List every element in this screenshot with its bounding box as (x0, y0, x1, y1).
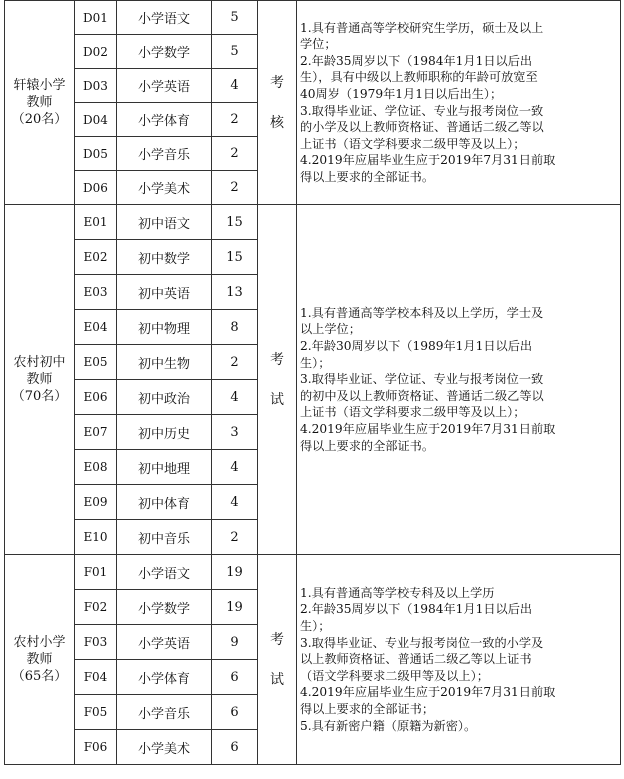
position-code: E09 (75, 485, 117, 520)
requirements-cell (297, 205, 621, 555)
position-code: E08 (75, 450, 117, 485)
position-count: 4 (212, 69, 258, 103)
exam-method: 考 试 (258, 555, 297, 765)
position-count: 5 (212, 1, 258, 35)
requirement-line: 的小学及以上教师资格证、普通话二级乙等以 (300, 120, 544, 135)
position-subject: 初中生物 (117, 345, 212, 380)
requirements-cell (297, 555, 621, 765)
position-count: 6 (212, 695, 258, 730)
position-count: 5 (212, 35, 258, 69)
position-code: D05 (75, 137, 117, 171)
unit-cell: 轩辕小学 教师 （20名） (5, 1, 75, 205)
position-count: 15 (212, 205, 258, 240)
position-count: 4 (212, 450, 258, 485)
requirement-line: 以上教师资格证、普通话二级乙等以上证书 (300, 652, 532, 667)
requirement-line: 生）； (300, 619, 331, 634)
position-count: 2 (212, 137, 258, 171)
position-subject: 初中物理 (117, 310, 212, 345)
requirement-line: 3.取得毕业证、学位证、专业与报考岗位一致 (300, 103, 544, 118)
position-count: 2 (212, 103, 258, 137)
position-subject: 小学英语 (117, 625, 212, 660)
position-count: 6 (212, 730, 258, 765)
position-code: E02 (75, 240, 117, 275)
position-count: 3 (212, 415, 258, 450)
table-row (5, 1, 621, 35)
position-code: D03 (75, 69, 117, 103)
requirement-line: 生）； (300, 355, 331, 370)
position-subject: 小学体育 (117, 660, 212, 695)
requirement-line: （语文学科要求二级甲等及以上）； (300, 668, 489, 683)
unit-cell: 农村初中 教师 （70名） (5, 205, 75, 555)
position-subject: 初中历史 (117, 415, 212, 450)
position-code: F03 (75, 625, 117, 660)
requirement-line: 4.2019年应届毕业生应于2019年7月31日前取 (300, 153, 556, 168)
requirement-line: 2.年龄35周岁以下（1984年1月1日以后出 (300, 602, 533, 617)
position-code: D06 (75, 171, 117, 205)
position-code: E06 (75, 380, 117, 415)
position-count: 2 (212, 520, 258, 555)
position-count: 15 (212, 240, 258, 275)
position-code: E10 (75, 520, 117, 555)
requirement-line: 以上学位； (300, 322, 361, 337)
position-subject: 小学语文 (117, 555, 212, 590)
position-subject: 初中英语 (117, 275, 212, 310)
requirements-cell (297, 1, 621, 205)
position-subject: 小学音乐 (117, 137, 212, 171)
position-count: 8 (212, 310, 258, 345)
position-code: E05 (75, 345, 117, 380)
position-subject: 小学美术 (117, 730, 212, 765)
requirement-line: 的初中及以上教师资格证、普通话二级乙等以 (300, 388, 544, 403)
position-count: 13 (212, 275, 258, 310)
position-subject: 小学数学 (117, 590, 212, 625)
position-subject: 小学音乐 (117, 695, 212, 730)
position-subject: 小学语文 (117, 1, 212, 35)
requirement-line: 得以上要求的全部证书。 (300, 438, 435, 453)
position-code: D04 (75, 103, 117, 137)
requirement-line: 生），具有中级以上教师职称的年龄可放宽至 (300, 70, 538, 85)
position-code: D01 (75, 1, 117, 35)
exam-method: 考 核 (258, 1, 297, 205)
position-code: E03 (75, 275, 117, 310)
position-count: 6 (212, 660, 258, 695)
position-count: 19 (212, 555, 258, 590)
position-subject: 初中数学 (117, 240, 212, 275)
position-code: E07 (75, 415, 117, 450)
position-subject: 初中语文 (117, 205, 212, 240)
position-count: 4 (212, 380, 258, 415)
position-subject: 小学体育 (117, 103, 212, 137)
requirement-line: 2.年龄30周岁以下（1989年1月1日以后出 (300, 339, 533, 354)
requirement-line: 得以上要求的全部证书； (300, 701, 435, 716)
requirement-line: 5.具有新密户籍（原籍为新密）。 (300, 718, 477, 733)
position-subject: 初中体育 (117, 485, 212, 520)
position-count: 9 (212, 625, 258, 660)
requirement-line: 学位； (300, 37, 337, 52)
position-count: 2 (212, 171, 258, 205)
position-count: 4 (212, 485, 258, 520)
requirement-line: 40周岁（1979年1月1日以后出生）； (300, 86, 503, 101)
recruitment-table (4, 0, 621, 765)
requirement-line: 1.具有普通高等学校研究生学历，硕士及以上 (300, 20, 544, 35)
position-code: F01 (75, 555, 117, 590)
position-subject: 初中政治 (117, 380, 212, 415)
exam-method: 考 试 (258, 205, 297, 555)
requirement-line: 1.具有普通高等学校本科及以上学历，学士及 (300, 305, 544, 320)
requirement-line: 上证书（语文学科要求二级甲等及以上）； (300, 405, 526, 420)
requirement-line: 3.取得毕业证、学位证、专业与报考岗位一致 (300, 372, 544, 387)
requirement-line: 得以上要求的全部证书。 (300, 169, 435, 184)
position-code: F05 (75, 695, 117, 730)
requirement-line: 上证书（语文学科要求二级甲等及以上）； (300, 136, 526, 151)
position-code: D02 (75, 35, 117, 69)
position-code: F06 (75, 730, 117, 765)
position-subject: 初中地理 (117, 450, 212, 485)
position-count: 19 (212, 590, 258, 625)
table-row (5, 555, 621, 590)
requirement-line: 1.具有普通高等学校专科及以上学历 (300, 585, 495, 600)
position-subject: 小学数学 (117, 35, 212, 69)
position-count: 2 (212, 345, 258, 380)
position-subject: 小学美术 (117, 171, 212, 205)
requirement-line: 2.年龄35周岁以下（1984年1月1日以后出 (300, 53, 533, 68)
requirement-line: 4.2019年应届毕业生应于2019年7月31日前取 (300, 685, 556, 700)
requirement-line: 4.2019年应届毕业生应于2019年7月31日前取 (300, 421, 556, 436)
position-code: E04 (75, 310, 117, 345)
requirement-line: 3.取得毕业证、专业与报考岗位一致的小学及 (300, 635, 544, 650)
position-code: F04 (75, 660, 117, 695)
unit-cell: 农村小学 教师 （65名） (5, 555, 75, 765)
position-subject: 初中音乐 (117, 520, 212, 555)
position-code: E01 (75, 205, 117, 240)
position-code: F02 (75, 590, 117, 625)
position-subject: 小学英语 (117, 69, 212, 103)
table-row (5, 205, 621, 240)
